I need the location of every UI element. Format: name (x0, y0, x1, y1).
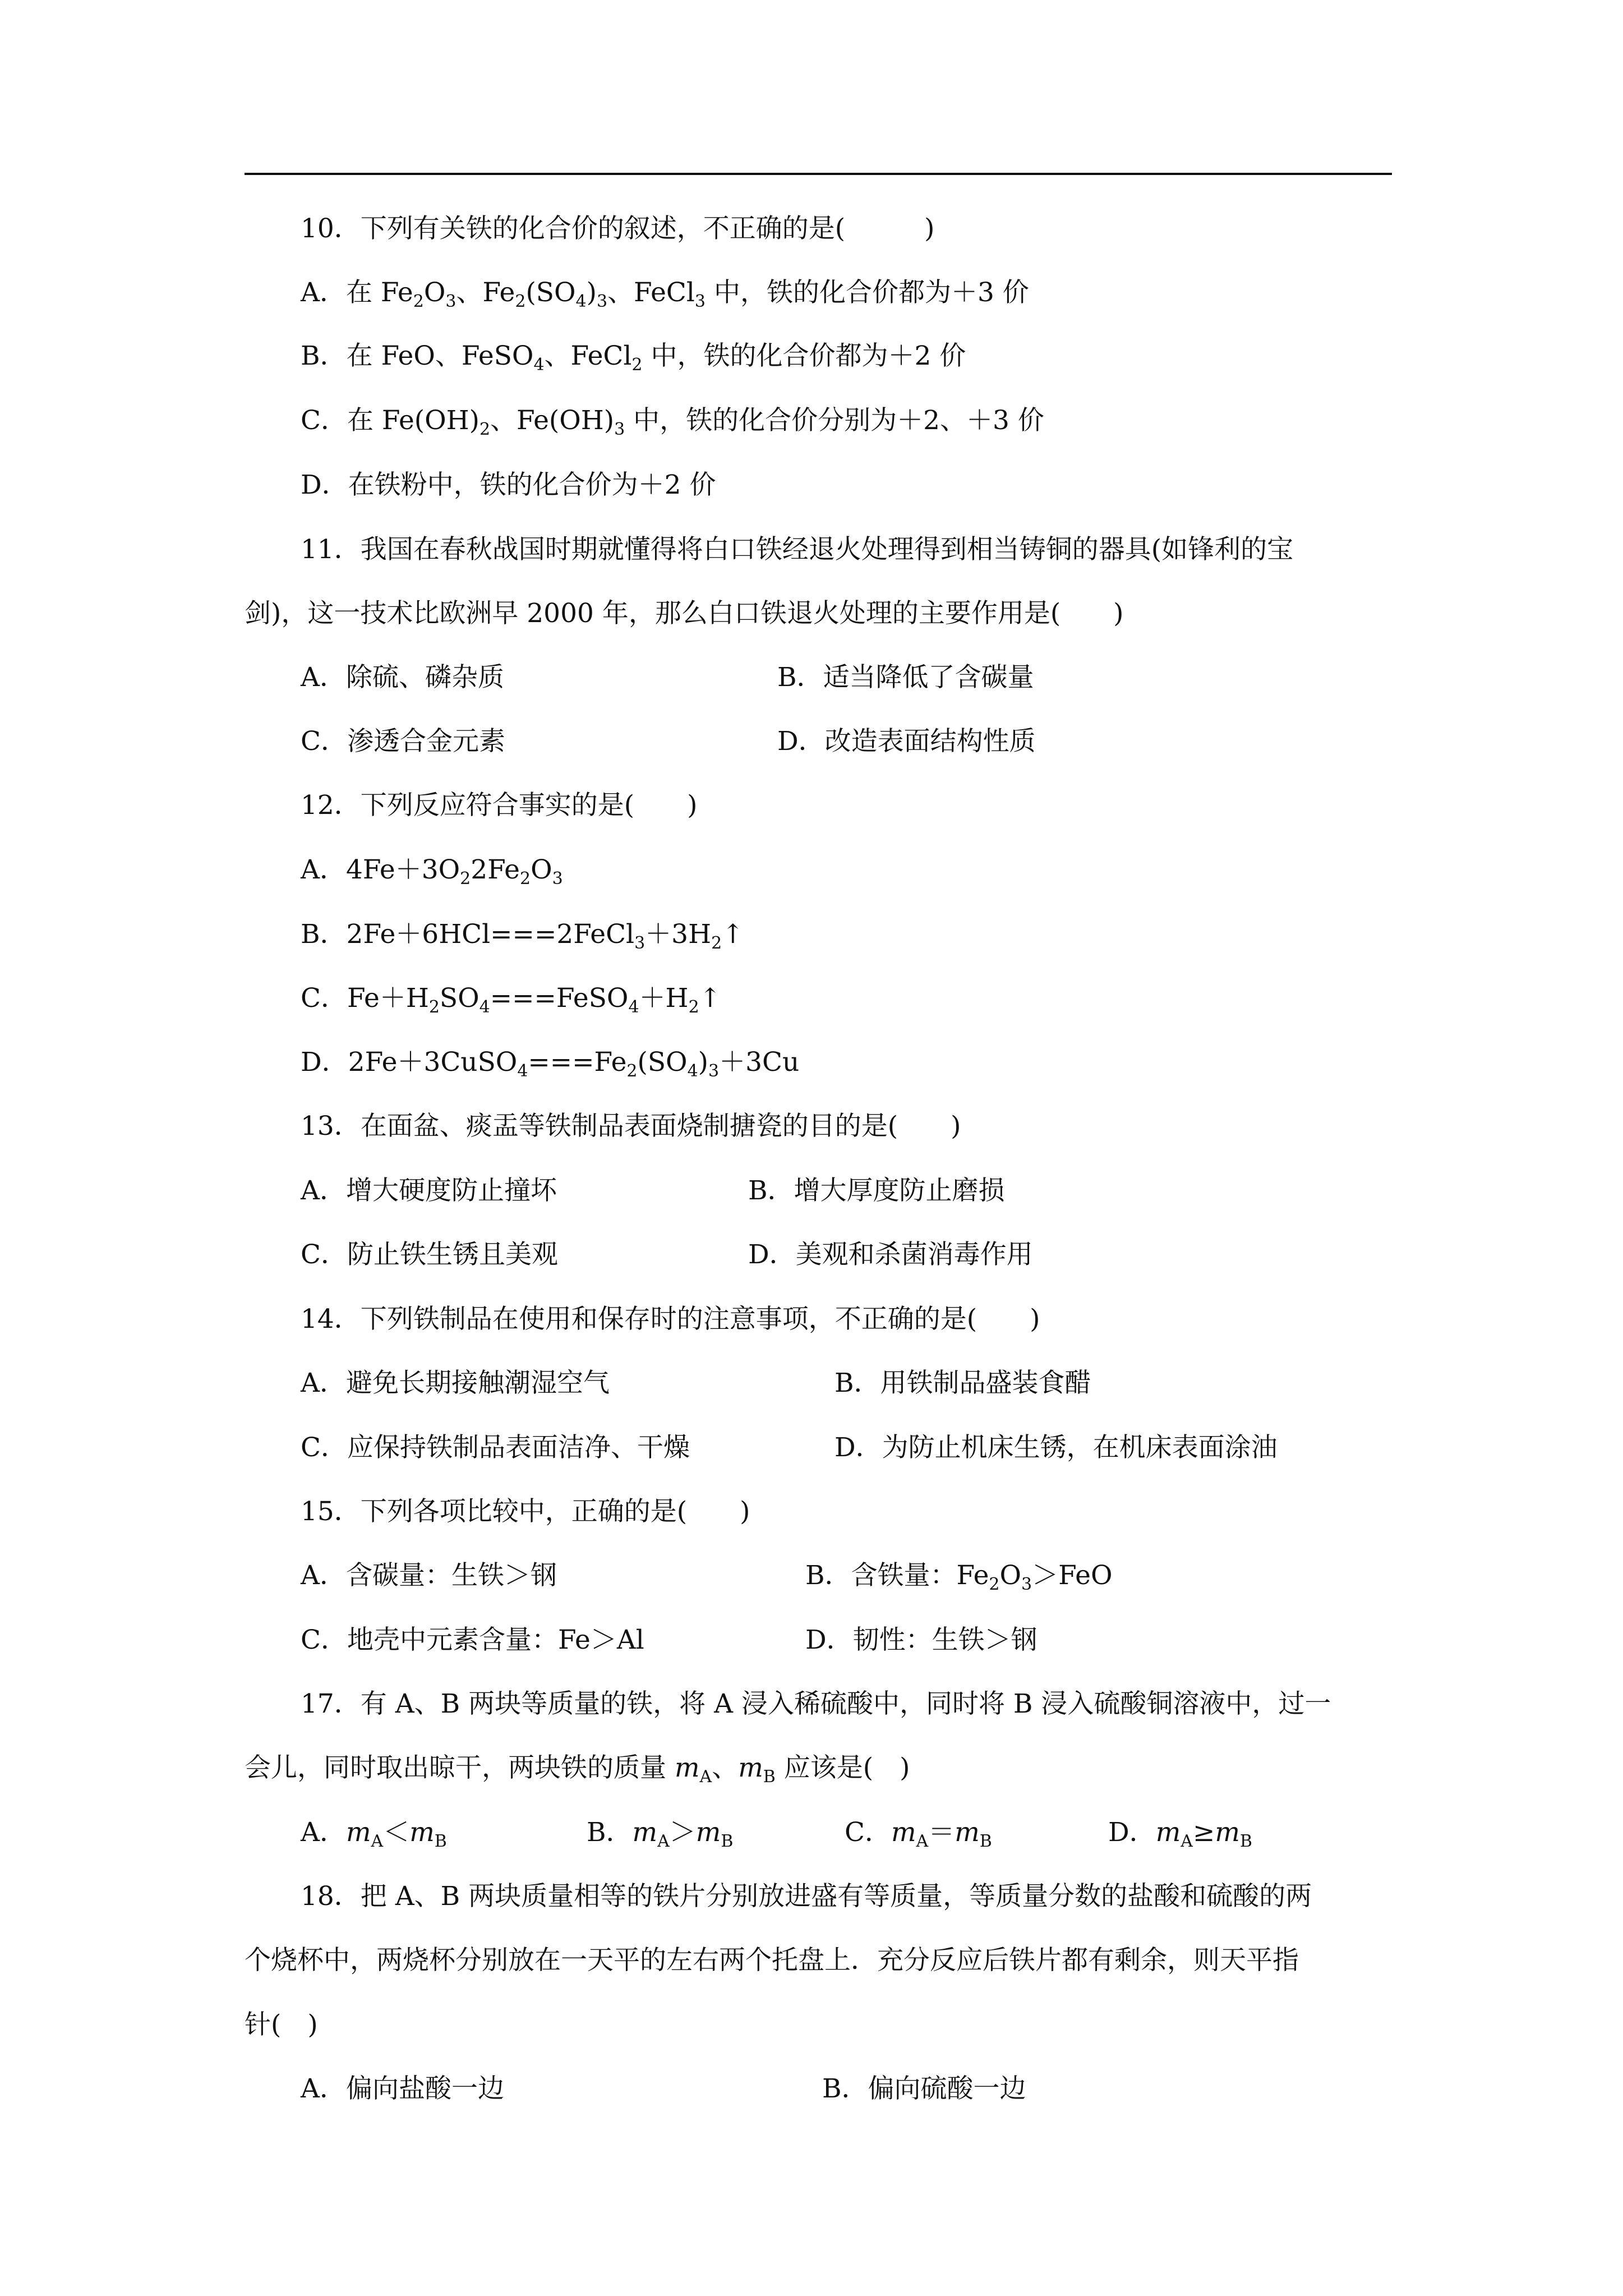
question-11-option-c[interactable]: C．渗透合金元素 (301, 726, 505, 757)
question-18-option-a[interactable]: A．偏向盐酸一边 (301, 2073, 504, 2104)
question-10-stem: 10．下列有关铁的化合价的叙述，不正确的是( ) (301, 213, 935, 244)
question-13-stem: 13．在面盆、痰盂等铁制品表面烧制搪瓷的目的是( ) (301, 1111, 961, 1142)
question-12-option-b[interactable]: B．$2Fe+6HCl===2FeCl_3+3H_2↑$ (301, 919, 744, 953)
question-10-option-c[interactable]: C．在 $Fe(OH)_2$、$Fe(OH)_3$ 中，铁的化合价分别为＋2、＋3 价 (301, 405, 1044, 439)
question-11-stem: 11．我国在春秋战国时期就懂得将白口铁经退火处理得到相当铸铜的器具(如锋利的宝 (301, 534, 1294, 565)
question-11-option-d[interactable]: D．改造表面结构性质 (777, 726, 1036, 757)
question-14-option-c[interactable]: C．应保持铁制品表面洁净、干燥 (301, 1432, 690, 1463)
question-11-stem-cont: 剑)，这一技术比欧洲早 2000 年，那么白口铁退火处理的主要作用是( ) (245, 598, 1124, 629)
question-18-stem-cont2: 针( ) (245, 2009, 318, 2040)
question-15-option-c[interactable]: C．地壳中元素含量：Fe＞Al (301, 1625, 644, 1655)
question-10-option-b[interactable]: B．在 FeO、FeSO$_4$、FeCl$_2$ 中，铁的化合价都为＋2 价 (301, 341, 966, 375)
question-10-option-a[interactable]: A．在 $Fe_2O_3$、$Fe_2(SO_4)_3$、FeCl$_3$ 中，铁的化合价都为＋3 价 (301, 277, 1029, 311)
question-13-option-b[interactable]: B．增大厚度防止磨损 (748, 1175, 1005, 1206)
question-17-stem-cont: 会儿，同时取出晾干，两块铁的质量 $m_A$、$m_B$ 应该是( ) (245, 1752, 910, 1787)
question-14-option-a[interactable]: A．避免长期接触潮湿空气 (301, 1368, 610, 1398)
question-18-stem-cont: 个烧杯中，两烧杯分别放在一天平的左右两个托盘上．充分反应后铁片都有剩余，则天平指 (245, 1945, 1299, 1976)
question-18-option-b[interactable]: B．偏向硫酸一边 (822, 2073, 1026, 2104)
question-12-stem: 12．下列反应符合事实的是( ) (301, 790, 698, 821)
question-17-stem: 17．有 A、B 两块等质量的铁，将 A 浸入稀硫酸中，同时将 B 浸入硫酸铜溶液中，过一 (301, 1688, 1331, 1719)
question-18-stem: 18．把 A、B 两块质量相等的铁片分别放进盛有等质量，等质量分数的盐酸和硫酸的两 (301, 1881, 1312, 1912)
question-11-option-a[interactable]: A．除硫、磷杂质 (301, 662, 504, 693)
question-12-option-a[interactable]: A．$4Fe+3O_22Fe_2O_3$ (301, 854, 563, 889)
question-14-option-b[interactable]: B．用铁制品盛装食醋 (834, 1368, 1091, 1398)
question-10-option-d[interactable]: D．在铁粉中，铁的化合价为＋2 价 (301, 470, 716, 500)
question-15-option-a[interactable]: A．含碳量：生铁＞钢 (301, 1560, 557, 1591)
header-rule (245, 173, 1392, 175)
question-11-option-b[interactable]: B．适当降低了含碳量 (777, 662, 1034, 693)
question-17-option-a[interactable]: A．$m_A<m_B$ (301, 1817, 447, 1851)
question-14-stem: 14．下列铁制品在使用和保存时的注意事项，不正确的是( ) (301, 1304, 1040, 1335)
question-15-option-d[interactable]: D．韧性：生铁＞钢 (805, 1625, 1038, 1655)
question-12-option-d[interactable]: D．$2Fe+3CuSO_4===Fe_2(SO_4)_3+3Cu$ (301, 1047, 800, 1081)
question-13-option-d[interactable]: D．美观和杀菌消毒作用 (748, 1239, 1033, 1270)
question-13-option-a[interactable]: A．增大硬度防止撞坏 (301, 1175, 557, 1206)
question-15-stem: 15．下列各项比较中，正确的是( ) (301, 1496, 750, 1527)
question-17-option-b[interactable]: B．$m_A>m_B$ (587, 1817, 734, 1851)
question-17-option-d[interactable]: D．$m_A\ge m_B$ (1108, 1817, 1252, 1851)
question-14-option-d[interactable]: D．为防止机床生锈，在机床表面涂油 (834, 1432, 1278, 1463)
question-12-option-c[interactable]: C．$Fe+H_2SO_4===FeSO_4+H_2↑$ (301, 983, 722, 1017)
question-15-option-b[interactable]: B．含铁量：$Fe_2O_3>FeO$ (805, 1560, 1113, 1594)
question-17-option-c[interactable]: C．$m_A=m_B$ (845, 1817, 992, 1851)
question-13-option-c[interactable]: C．防止铁生锈且美观 (301, 1239, 558, 1270)
